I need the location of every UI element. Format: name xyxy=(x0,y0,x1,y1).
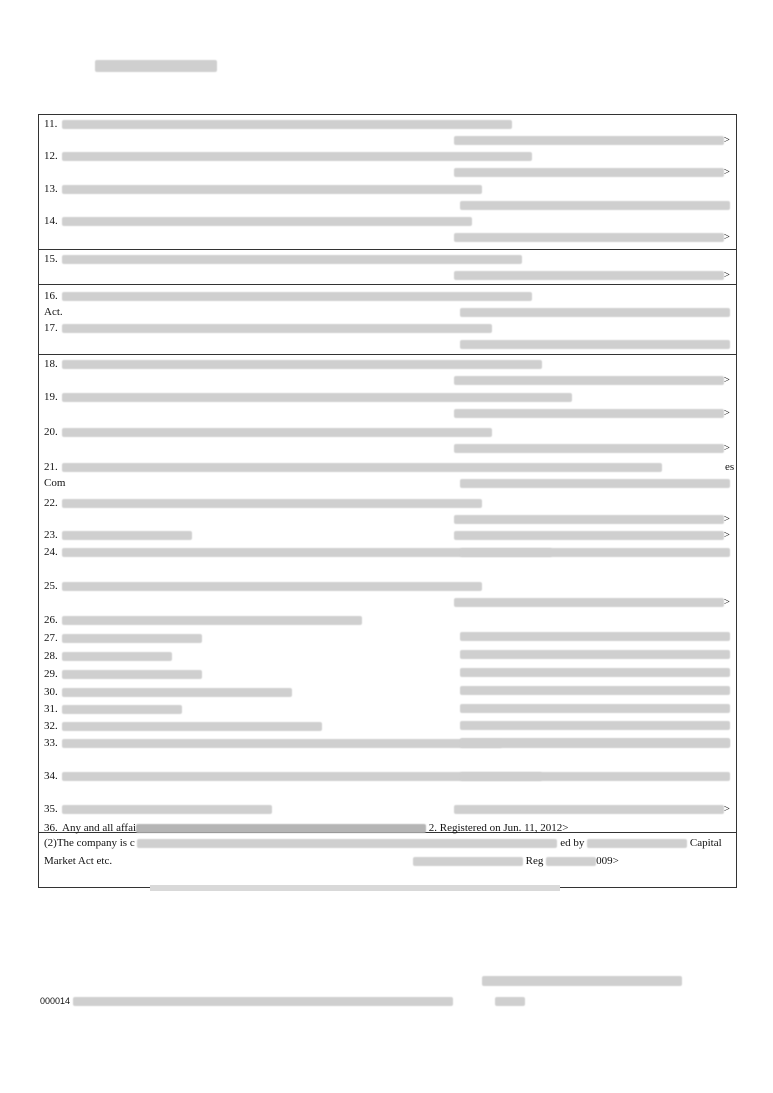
item-number: 18. xyxy=(44,358,58,370)
registration-note: > xyxy=(420,513,730,526)
redacted-text xyxy=(62,805,272,814)
redacted-text xyxy=(62,185,482,194)
redacted-text xyxy=(62,670,202,679)
registry-item xyxy=(44,118,734,131)
registry-item xyxy=(44,632,734,645)
redacted-text xyxy=(62,120,512,129)
item-number: 33. xyxy=(44,737,58,749)
redacted-text xyxy=(62,582,482,591)
registration-note: > xyxy=(420,374,730,387)
item-number: 16. xyxy=(44,290,58,302)
registry-item xyxy=(44,614,734,627)
divider xyxy=(38,284,737,285)
registration-note: > xyxy=(420,407,730,420)
redacted-text xyxy=(136,824,426,833)
registry-item xyxy=(44,215,734,228)
redacted-text xyxy=(62,722,322,731)
redacted-text xyxy=(62,652,172,661)
item-number: 30. xyxy=(44,686,58,698)
item-number: 17. xyxy=(44,322,58,334)
document-reference xyxy=(95,60,217,72)
registration-note xyxy=(420,770,730,783)
section-2-line-1: (2)The company is c ed by Capital xyxy=(44,837,722,849)
item-number: 11. xyxy=(44,118,58,130)
redacted-text xyxy=(62,360,542,369)
redacted-text xyxy=(62,152,532,161)
item-number: 14. xyxy=(44,215,58,227)
item-text: 2. Registered on Jun. 11, 2012> xyxy=(426,822,569,834)
item-number: 28. xyxy=(44,650,58,662)
registration-note xyxy=(420,737,730,750)
registry-item xyxy=(44,822,734,835)
divider xyxy=(38,249,737,250)
registry-item xyxy=(44,391,734,404)
redacted-text xyxy=(62,705,182,714)
registry-item xyxy=(44,426,734,439)
registration-note: > xyxy=(420,803,730,816)
item-number: 32. xyxy=(44,720,58,732)
registry-item xyxy=(44,497,734,510)
redacted-text xyxy=(62,217,472,226)
item-number: 36. xyxy=(44,822,58,834)
item-number: 31. xyxy=(44,703,58,715)
footer-signature xyxy=(482,976,682,986)
item-number: 13. xyxy=(44,183,58,195)
redacted-text xyxy=(62,255,522,264)
redacted-text xyxy=(62,616,362,625)
redacted-text xyxy=(62,324,492,333)
registry-item xyxy=(44,150,734,163)
registry-item xyxy=(44,290,734,303)
registration-note: > xyxy=(420,529,730,542)
registration-note xyxy=(420,199,730,212)
item-number: 35. xyxy=(44,803,58,815)
redacted-text xyxy=(62,688,292,697)
item-number: 26. xyxy=(44,614,58,626)
registry-item xyxy=(44,461,734,474)
registry-item xyxy=(44,580,734,593)
redacted-text xyxy=(62,393,572,402)
redacted-text xyxy=(62,463,662,472)
item-text: Act. xyxy=(44,306,63,318)
redaction-bar xyxy=(150,885,560,891)
item-number: 25. xyxy=(44,580,58,592)
registration-note: > xyxy=(420,231,730,244)
item-number: 27. xyxy=(44,632,58,644)
item-number: 15. xyxy=(44,253,58,265)
divider xyxy=(38,354,737,355)
registration-note: > xyxy=(420,166,730,179)
redacted-text xyxy=(62,292,532,301)
item-number: 34. xyxy=(44,770,58,782)
registry-item xyxy=(44,703,734,716)
redacted-text xyxy=(62,634,202,643)
redacted-text xyxy=(62,499,482,508)
section-2-line-2: Market Act etc. Reg 009> xyxy=(44,855,619,867)
registry-item xyxy=(44,650,734,663)
item-number: 20. xyxy=(44,426,58,438)
item-number: 12. xyxy=(44,150,58,162)
item-number: 21. xyxy=(44,461,58,473)
footer-code: 000014 xyxy=(40,996,525,1006)
redacted-text xyxy=(62,531,192,540)
registry-item xyxy=(44,322,734,335)
registration-note xyxy=(420,338,730,351)
item-number: 19. xyxy=(44,391,58,403)
item-text: es xyxy=(725,461,735,473)
registry-item xyxy=(44,253,734,266)
registration-note: > xyxy=(420,269,730,282)
item-number: 22. xyxy=(44,497,58,509)
registry-item xyxy=(44,183,734,196)
registry-item xyxy=(44,720,734,733)
registration-note xyxy=(420,546,730,559)
registry-item xyxy=(44,668,734,681)
item-number: 29. xyxy=(44,668,58,680)
registration-note: > xyxy=(420,134,730,147)
registry-item xyxy=(44,358,734,371)
item-text: Com xyxy=(44,477,66,489)
registration-note: > xyxy=(420,442,730,455)
registry-item xyxy=(44,686,734,699)
item-text: Any and all affai xyxy=(62,822,137,834)
item-number: 23. xyxy=(44,529,58,541)
redacted-text xyxy=(62,428,492,437)
item-number: 24. xyxy=(44,546,58,558)
registration-note: > xyxy=(420,596,730,609)
